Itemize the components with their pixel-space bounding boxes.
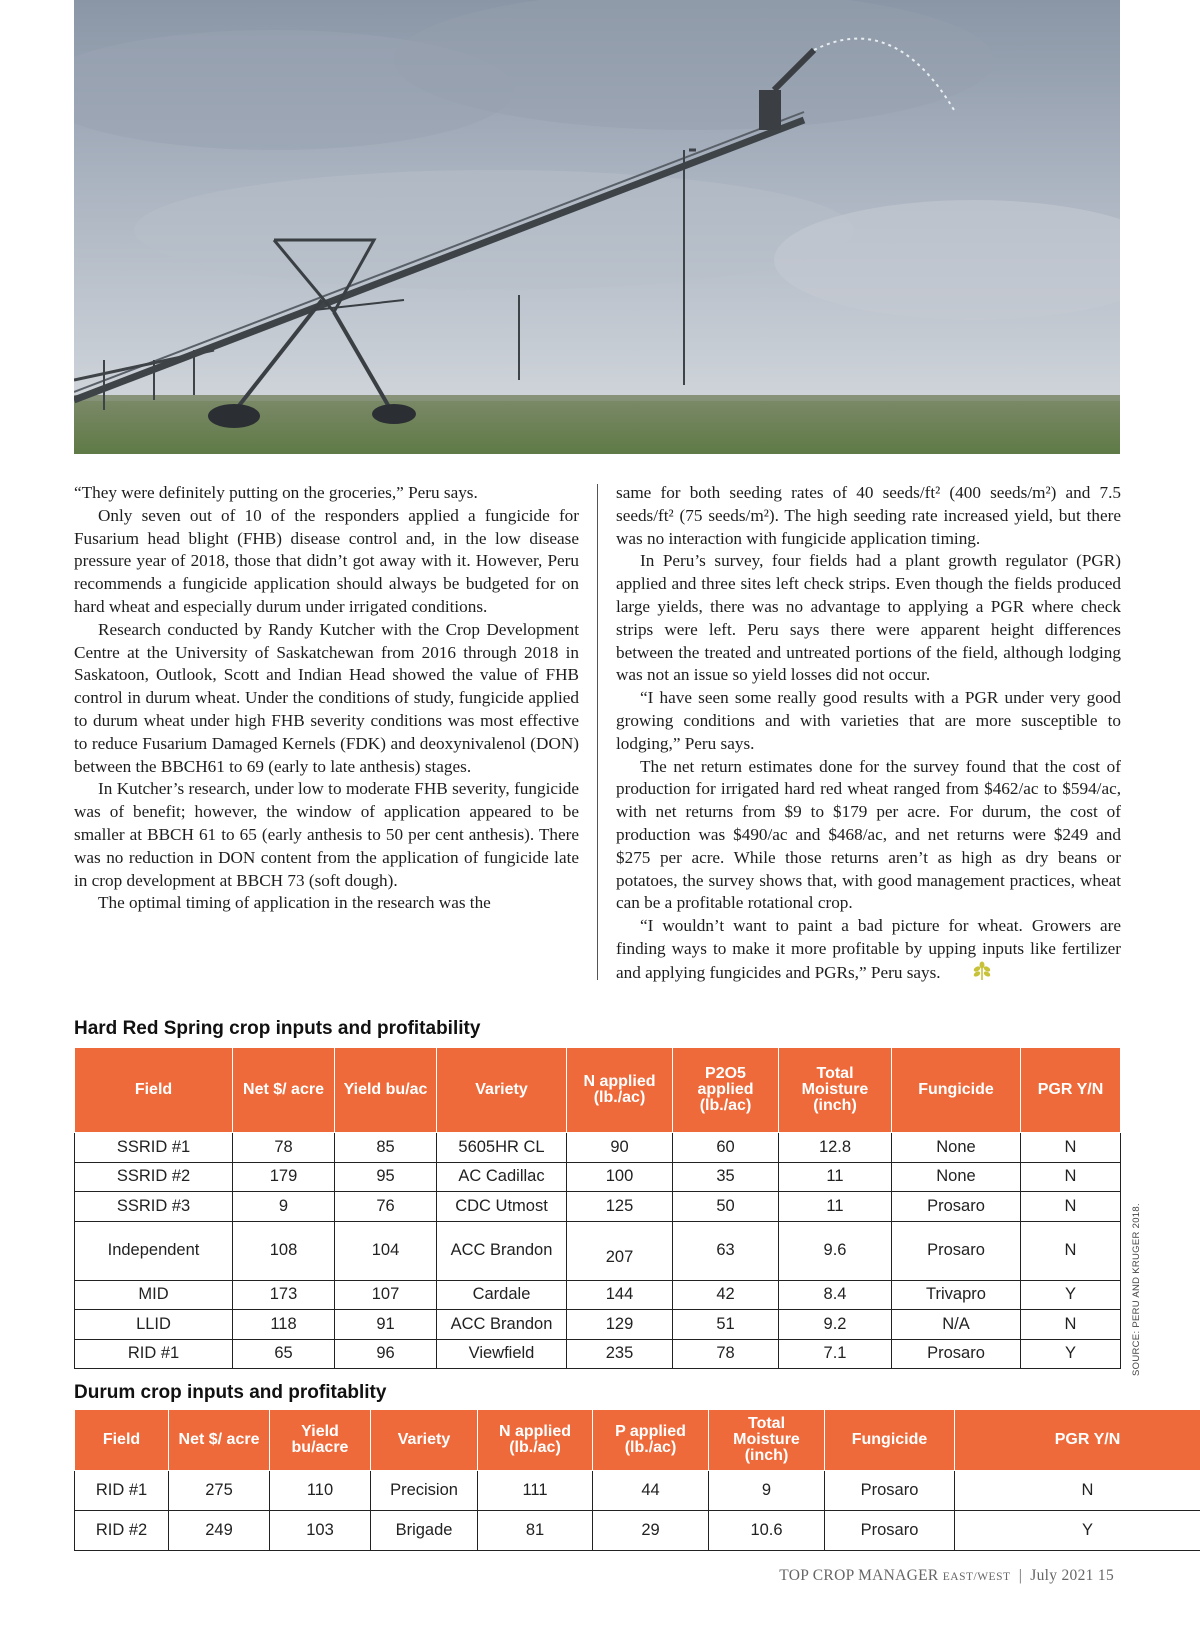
cell-yield: 110 (270, 1471, 371, 1511)
cell-moisture: 9 (709, 1471, 825, 1511)
cell-pgr: N (955, 1471, 1200, 1511)
cell-fungicide: Prosaro (825, 1471, 955, 1511)
paragraph: same for both seeding rates of 40 seeds/ft² (400 seeds/m²) and 7.5 seeds/ft² (75 seeds/m²). The high seeding rate increased yield, but there was no interaction with fungicide application timing. (616, 483, 1121, 548)
col-header-yield: Yield bu/ac (335, 1048, 437, 1133)
paragraph: In Kutcher’s research, under low to moderate FHB severity, fungicide was of benefit; however, the window of application appeared to be smaller at BBCH 61 to 65 (early anthesis to 50 per cent anthesis). There was no reduction in DON content from the application of fungicide late in crop development at BBCH 73 (soft dough). (74, 779, 579, 890)
cell-pgr: N (1021, 1192, 1121, 1222)
paragraph-text: “I wouldn’t want to paint a bad picture for wheat. Growers are finding ways to make it more profitable by upping inputs like fertilizer and applying fungicides and PGRs,” Peru says. (616, 916, 1121, 982)
paragraph: Only seven out of 10 of the responders applied a fungicide for Fusarium head blight (FHB) disease control and, in the low disease pressure year of 2018, those that didn’t got away with it. However, Peru recommends a fungicide application should always be budgeted for on hard wheat and especially durum under irrigated conditions. (74, 505, 579, 616)
cell-n: 81 (478, 1511, 593, 1551)
cell-field: SSRID #2 (75, 1162, 233, 1192)
article-left-column (74, 482, 579, 915)
cell-variety: ACC Brandon (437, 1310, 567, 1340)
cell-p: 60 (673, 1133, 779, 1163)
cell-field: LLID (75, 1310, 233, 1340)
cell-variety: ACC Brandon (437, 1221, 567, 1280)
cell-n: 144 (567, 1280, 673, 1310)
col-header-fungicide: Fungicide (825, 1410, 955, 1471)
cell-p: 51 (673, 1310, 779, 1340)
cell-yield: 103 (270, 1511, 371, 1551)
magazine-name: TOP CROP MANAGER (779, 1567, 939, 1584)
cell-n: 125 (567, 1192, 673, 1222)
wheat-end-mark-icon (947, 961, 969, 981)
table-row (75, 1280, 1121, 1310)
col-header-net: Net $/ acre (233, 1048, 335, 1133)
paragraph: “They were definitely putting on the groceries,” Peru says. (74, 483, 478, 502)
cell-pgr: N (1021, 1310, 1121, 1340)
cell-p: 29 (593, 1511, 709, 1551)
col-header-field: Field (75, 1048, 233, 1133)
cell-yield: 96 (335, 1339, 437, 1369)
cell-fungicide: Prosaro (892, 1192, 1021, 1222)
cell-net: 118 (233, 1310, 335, 1340)
cell-net: 173 (233, 1280, 335, 1310)
cell-p: 78 (673, 1339, 779, 1369)
col-header-moisture: Total Moisture (inch) (779, 1048, 892, 1133)
issue-date: July 2021 (1030, 1567, 1094, 1584)
cell-p: 44 (593, 1471, 709, 1511)
cell-field: RID #2 (75, 1511, 169, 1551)
paragraph: The net return estimates done for the survey found that the cost of production for irrigated hard red wheat ranged from $462/ac to $594/ac, with net returns from $9 to $179 per acre. For durum, the cost of production was $490/ac and $468/ac, and net returns were $249 and $275 per acre. While those returns aren’t as high as dry beans or potatoes, the survey shows that, with good management practices, wheat can be a profitable rotational crop. (616, 756, 1121, 913)
cell-variety: Precision (371, 1471, 478, 1511)
hard-red-table-title: Hard Red Spring crop inputs and profitability (74, 1018, 481, 1039)
col-header-moisture: Total Moisture (inch) (709, 1410, 825, 1471)
cell-fungicide: None (892, 1162, 1021, 1192)
cell-fungicide: Trivapro (892, 1280, 1021, 1310)
source-credit: SOURCE: PERU AND KRUGER 2018. (1131, 1203, 1142, 1376)
cell-net: 65 (233, 1339, 335, 1369)
table-row (75, 1221, 1121, 1280)
cell-pgr: N (1021, 1133, 1121, 1163)
cell-moisture: 10.6 (709, 1511, 825, 1551)
cell-pgr: N (1021, 1162, 1121, 1192)
cell-moisture: 11 (779, 1162, 892, 1192)
col-header-p2o5-applied: P2O5 applied (lb./ac) (673, 1048, 779, 1133)
paragraph-last (616, 915, 1121, 984)
cell-variety: 5605HR CL (437, 1133, 567, 1163)
cell-variety: Brigade (371, 1511, 478, 1551)
cell-p: 50 (673, 1192, 779, 1222)
cell-p: 63 (673, 1221, 779, 1280)
column-divider (597, 484, 598, 980)
cell-n: 90 (567, 1133, 673, 1163)
cell-yield: 107 (335, 1280, 437, 1310)
cell-net: 9 (233, 1192, 335, 1222)
table-header-row (75, 1410, 1200, 1471)
col-header-variety: Variety (437, 1048, 567, 1133)
page-number: 15 (1097, 1567, 1114, 1584)
cell-moisture: 8.4 (779, 1280, 892, 1310)
cell-field: SSRID #3 (75, 1192, 233, 1222)
cell-fungicide: N/A (892, 1310, 1021, 1340)
durum-table (74, 1409, 1200, 1551)
cell-fungicide: Prosaro (892, 1221, 1021, 1280)
cell-fungicide: None (892, 1133, 1021, 1163)
col-header-variety: Variety (371, 1410, 478, 1471)
cell-yield: 95 (335, 1162, 437, 1192)
page-footer (779, 1567, 1114, 1585)
cell-p: 42 (673, 1280, 779, 1310)
col-header-yield: Yield bu/acre (270, 1410, 371, 1471)
table-row (75, 1162, 1121, 1192)
cell-p: 35 (673, 1162, 779, 1192)
article-right-column (616, 482, 1121, 985)
cell-n: 207 (567, 1221, 673, 1280)
cell-yield: 91 (335, 1310, 437, 1340)
table-row (75, 1339, 1121, 1369)
cell-field: RID #1 (75, 1471, 169, 1511)
paragraph: “I have seen some really good results with a PGR under very good growing conditions and with varieties that are more susceptible to lodging,” Peru says. (616, 688, 1121, 753)
cell-n: 100 (567, 1162, 673, 1192)
table-row (75, 1511, 1200, 1551)
cell-variety: AC Cadillac (437, 1162, 567, 1192)
cell-net: 275 (169, 1471, 270, 1511)
table-row (75, 1471, 1200, 1511)
cell-moisture: 12.8 (779, 1133, 892, 1163)
cell-pgr: Y (955, 1511, 1200, 1551)
magazine-edition: EAST/WEST (942, 1571, 1011, 1583)
hard-red-spring-table (74, 1047, 1121, 1369)
cell-n: 235 (567, 1339, 673, 1369)
cell-moisture: 9.2 (779, 1310, 892, 1340)
cell-field: MID (75, 1280, 233, 1310)
cell-field: RID #1 (75, 1339, 233, 1369)
cell-field: Independent (75, 1221, 233, 1280)
cell-yield: 76 (335, 1192, 437, 1222)
col-header-field: Field (75, 1410, 169, 1471)
col-header-pgr: PGR Y/N (955, 1410, 1200, 1471)
paragraph: Research conducted by Randy Kutcher with the Crop Development Centre at the University of Saskatchewan from 2016 through 2018 in Saskatoon, Outlook, Scott and Indian Head showed the value of FHB control in durum wheat. Under the conditions of study, fungicide applied to durum wheat under high FHB severity conditions was most effective to reduce Fusarium Damaged Kernels (FDK) and deoxynivalenol (DON) between the BBCH61 to 69 (early to late anthesis) stages. (74, 619, 579, 776)
cell-moisture: 9.6 (779, 1221, 892, 1280)
cell-fungicide: Prosaro (892, 1339, 1021, 1369)
cell-variety: Viewfield (437, 1339, 567, 1369)
col-header-p-applied: P applied (lb./ac) (593, 1410, 709, 1471)
table-row (75, 1310, 1121, 1340)
col-header-fungicide: Fungicide (892, 1048, 1021, 1133)
cell-yield: 85 (335, 1133, 437, 1163)
cell-net: 249 (169, 1511, 270, 1551)
table-header-row (75, 1048, 1121, 1133)
paragraph: In Peru’s survey, four fields had a plant growth regulator (PGR) applied and three sites left check strips. Even though the fields produced large yields, there was no advantage to applying a PGR where check strips were left. Peru says there were apparent height differences between the treated and untreated portions of the field, although lodging was not an issue so yield losses did not occur. (616, 551, 1121, 685)
durum-table-title: Durum crop inputs and profitablity (74, 1382, 387, 1403)
footer-separator: | (1018, 1567, 1023, 1584)
cell-pgr: N (1021, 1221, 1121, 1280)
cell-field: SSRID #1 (75, 1133, 233, 1163)
table-row (75, 1133, 1121, 1163)
cell-variety: Cardale (437, 1280, 567, 1310)
cell-n: 111 (478, 1471, 593, 1511)
col-header-pgr: PGR Y/N (1021, 1048, 1121, 1133)
irrigation-pivot-photo (74, 0, 1120, 454)
cell-net: 78 (233, 1133, 335, 1163)
cell-moisture: 11 (779, 1192, 892, 1222)
cell-pgr: Y (1021, 1339, 1121, 1369)
col-header-n-applied: N applied (lb./ac) (478, 1410, 593, 1471)
cell-yield: 104 (335, 1221, 437, 1280)
table-row (75, 1192, 1121, 1222)
paragraph: The optimal timing of application in the research was the (98, 893, 491, 913)
cell-variety: CDC Utmost (437, 1192, 567, 1222)
cell-fungicide: Prosaro (825, 1511, 955, 1551)
cell-moisture: 7.1 (779, 1339, 892, 1369)
cell-net: 108 (233, 1221, 335, 1280)
cell-pgr: Y (1021, 1280, 1121, 1310)
col-header-net: Net $/ acre (169, 1410, 270, 1471)
col-header-n-applied: N applied (lb./ac) (567, 1048, 673, 1133)
cell-net: 179 (233, 1162, 335, 1192)
cell-n: 129 (567, 1310, 673, 1340)
